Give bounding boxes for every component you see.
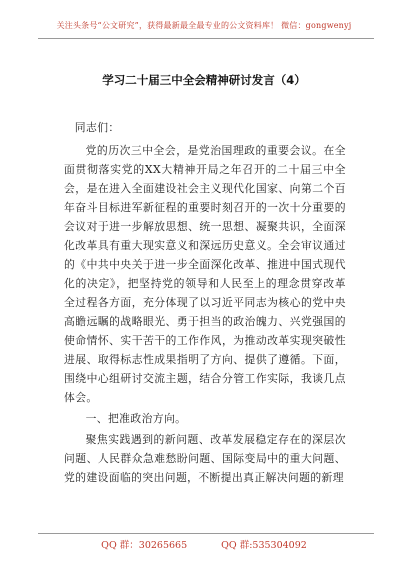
footer-qq-group-2: QQ 群:535304092 [221, 540, 307, 551]
document-title: 学习二十届三中全会精神研讨发言（4） [102, 73, 306, 87]
document-body [64, 118, 346, 487]
header-promo-note: 关注头条号“公文研究”，获得最新最全最专业的公文资料库！ 微信：gongwenyj [56, 21, 352, 30]
footer-divider [38, 533, 374, 534]
footer-contact [0, 537, 408, 551]
section-paragraph: 聚焦实践遇到的新问题、改革发展稳定存在的深层次问题、人民群众急难愁盼问题、国际变局中的重大问题、党的建设面临的突出问题，不断提出真正解决问题的新理 [64, 433, 346, 484]
section-heading: 一、把准政治方向。 [85, 412, 187, 425]
salutation: 同志们： [74, 121, 120, 134]
footer-qq-group-1: QQ 群：30265665 [101, 540, 188, 551]
body-paragraph: 党的历次三中全会，是党治国理政的重要会议。在全面贯彻落实党的XX大精神开局之年召开的二十届三中全会，是在进入全面建设社会主义现代化国家、向第二个百年奋斗目标进军新征程的重要时刻召开的一次十分重要的会议对于进一步解放思想、统一思想、凝聚共识，全面深化改革具有重大现实意义和深远历史意义。全会审议通过的《中共中央关于进一步全面深化改革、推进中国式现代化的决定》，把坚持党的领导和人民至上的理念贯穿改革全过程各方面，充分体现了以习近平同志为核心的党中央高瞻远瞩的战略眼光、勇于担当的政治魄力、兴党强国的使命情怀、实干苦干的工作作风，为推动改革实现突破性进展、取得标志性成果指明了方向、提供了遵循。下面，围绕中心组研讨交流主题，结合分管工作实际，我谈几点体会。 [64, 144, 346, 404]
header-divider [38, 38, 374, 39]
